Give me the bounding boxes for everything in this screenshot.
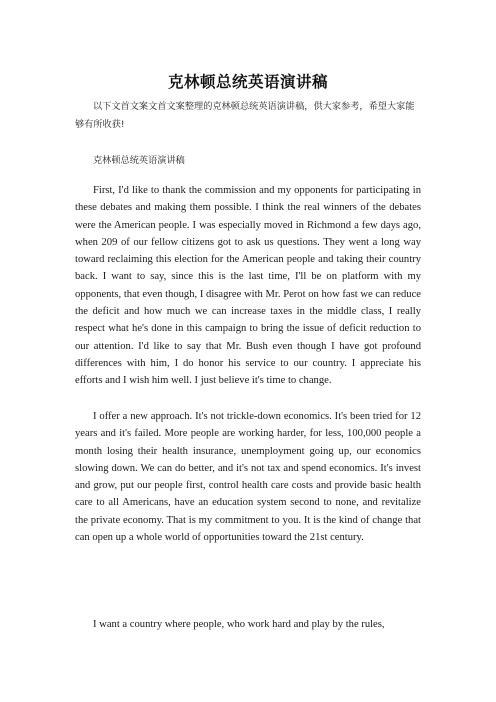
section-heading: 克林顿总统英语演讲稿 (93, 155, 185, 166)
body-paragraph-1: First, I'd like to thank the commission and my opponents for participating in these debates and making them possible. I think the real winners of the debates were the American people. I was especially moved in Richmond a few days ago, when 209 of our fellow citizens got to ask us questions. They went a long way toward reclaiming this election for the American people and taking their country back. I want to say, since this is the last time, I'll be on platform with my opponents, that even though, I disagree with Mr. Perot on how fast we can reduce the deficit and how much we can increase taxes in the middle class, I really respect what he's done in this campaign to bring the issue of deficit reduction to our attention. I'd like to say that Mr. Bush even though I have got profound differences with him, I do honor his service to our country. I appreciate his efforts and I wish him well. I just believe it's time to change. (75, 185, 421, 387)
intro-text: 以下文首文案文首文案整理的克林顿总统英语演讲稿，供大家参考，希望大家能够有所收获! (75, 101, 415, 130)
document-title: 克林顿总统英语演讲稿 (167, 73, 328, 91)
body-paragraph-3: I want a country where people, who work hard and play by the rules, (93, 619, 385, 630)
body-paragraph-2: I offer a new approach. It's not trickle-down economics. It's been tried for 12 years and it's failed. More people are working harder, for less, 100,000 people a month losing their health insurance, unemployment going up, our economics slowing down. We can do better, and it's not tax and spend economics. It's invest and grow, put our people first, control health care costs and provide basic health care to all Americans, have an education system second to none, and revitalize the private economy. That is my commitment to you. It is the kind of change that can open up a whole world of opportunities toward the 21st century. (75, 411, 421, 544)
